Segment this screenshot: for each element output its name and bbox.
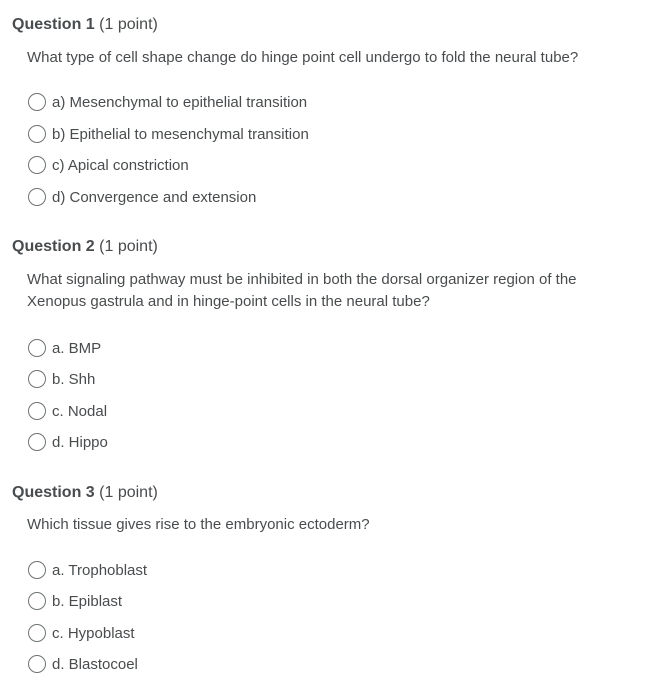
answer-option[interactable] — [28, 590, 122, 612]
question-points: (1 point) — [99, 16, 158, 33]
option-label[interactable]: a. BMP — [52, 339, 102, 357]
radio-button[interactable] — [28, 402, 46, 420]
answer-option[interactable] — [28, 186, 256, 208]
question-header — [12, 15, 158, 35]
radio-button[interactable] — [28, 592, 46, 610]
option-label[interactable]: c) Apical constriction — [52, 156, 189, 174]
radio-button[interactable] — [28, 125, 46, 143]
answer-option[interactable] — [28, 91, 307, 113]
option-label[interactable]: b. Shh — [52, 370, 96, 388]
question-number: Question 2 — [12, 238, 95, 255]
question-points: (1 point) — [99, 238, 158, 255]
question-header — [12, 483, 158, 503]
option-label[interactable]: c. Nodal — [52, 402, 108, 420]
radio-button[interactable] — [28, 156, 46, 174]
question-text: What type of cell shape change do hinge point cell undergo to fold the neural tube? — [27, 49, 579, 66]
radio-button[interactable] — [28, 624, 46, 642]
option-label[interactable]: a. Trophoblast — [52, 561, 148, 579]
answer-option[interactable] — [28, 400, 107, 422]
answer-option[interactable] — [28, 622, 135, 644]
question-points: (1 point) — [99, 484, 158, 501]
question-text: Which tissue gives rise to the embryonic ectoderm? — [27, 516, 370, 533]
option-label[interactable]: d. Blastocoel — [52, 655, 138, 673]
question-number: Question 3 — [12, 484, 95, 501]
question-text: What signaling pathway must be inhibited in both the dorsal organizer region of the Xenopus gastrula and in hinge-point cells in the neural tube? — [27, 271, 577, 310]
option-label[interactable]: d. Hippo — [52, 433, 108, 451]
answer-option[interactable] — [28, 123, 309, 145]
radio-button[interactable] — [28, 93, 46, 111]
option-label[interactable]: b. Epiblast — [52, 592, 123, 610]
radio-button[interactable] — [28, 561, 46, 579]
question-header — [12, 237, 158, 257]
radio-button[interactable] — [28, 655, 46, 673]
answer-option[interactable] — [28, 431, 108, 453]
radio-button[interactable] — [28, 370, 46, 388]
option-label[interactable]: c. Hypoblast — [52, 624, 135, 642]
answer-option[interactable] — [28, 653, 138, 675]
answer-option[interactable] — [28, 337, 101, 359]
question-number: Question 1 — [12, 16, 95, 33]
radio-button[interactable] — [28, 188, 46, 206]
radio-button[interactable] — [28, 433, 46, 451]
answer-option[interactable] — [28, 559, 147, 581]
answer-option[interactable] — [28, 368, 95, 390]
option-label[interactable]: b) Epithelial to mesenchymal transition — [52, 125, 309, 143]
answer-option[interactable] — [28, 154, 189, 176]
option-label[interactable]: a) Mesenchymal to epithelial transition — [52, 93, 308, 111]
option-label[interactable]: d) Convergence and extension — [52, 188, 257, 206]
radio-button[interactable] — [28, 339, 46, 357]
